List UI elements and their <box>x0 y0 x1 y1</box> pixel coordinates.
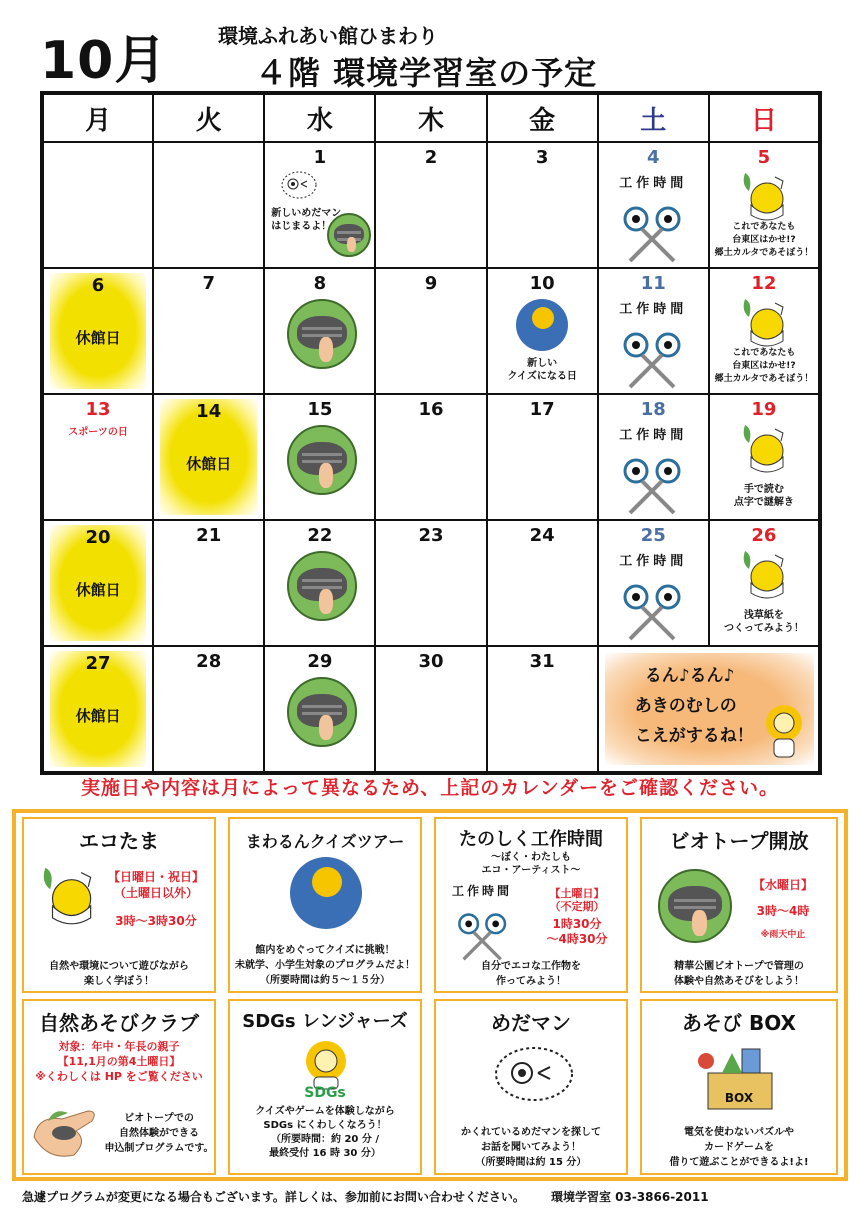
page-title: ４階 環境学習室の予定 <box>255 54 598 92</box>
program-schedule: 【日曜日・祝日】 （土曜日以外） <box>107 870 204 900</box>
day-note: 浅草紙を つくってみよう！ <box>724 610 804 634</box>
eco-chick-icon <box>739 295 789 347</box>
program-sdgs-rangers <box>228 999 422 1175</box>
day-cell <box>375 268 486 394</box>
eco-chick-icon <box>739 169 789 221</box>
day-cell-saturday <box>598 142 709 268</box>
day-number: 26 <box>751 525 777 546</box>
song-line: こえがするね！ <box>634 726 754 746</box>
program-asobi-box <box>640 999 838 1175</box>
day-note: 手で読む 点字で謎解き <box>733 484 794 508</box>
closed-label: 休館日 <box>186 455 232 473</box>
biotope-bug-icon <box>287 551 357 621</box>
day-cell-saturday <box>598 520 709 646</box>
day-cell <box>375 142 486 268</box>
day-cell-sunday <box>709 142 820 268</box>
program-description: 電気を使わないパズルや カードゲームを 借りて遊ぶことができるよ!よ! <box>669 1127 809 1168</box>
day-cell <box>153 520 264 646</box>
day-cell <box>264 142 375 268</box>
day-number: 8 <box>313 273 327 294</box>
day-cell-sunday <box>709 268 820 394</box>
day-number: 19 <box>751 399 777 420</box>
program-time: 1時30分 ～4時30分 <box>546 917 608 946</box>
calendar-notice: 実施日や内容は月によって異なるため、上記のカレンダーをご確認ください。 <box>80 777 779 799</box>
weekday-header-row <box>42 93 820 142</box>
day-number: 5 <box>757 147 771 168</box>
program-description: 館内をめぐってクイズに挑戦！ 未就学、小学生対象のプログラムだよ！ （所要時間は約５～１５分） <box>235 945 415 986</box>
day-number: 27 <box>85 653 111 674</box>
weekday-sat: 土 <box>598 93 709 142</box>
program-description: クイズやゲームを体験しながら SDGs にくわしくなろう！ （所要時間：約 20 分 / 最終受付 16 時 30 分） <box>255 1106 395 1159</box>
program-note: ※雨天中止 <box>760 930 806 940</box>
day-number: 18 <box>640 399 666 420</box>
program-schedule: 【土曜日】 （不定期） <box>549 887 605 913</box>
program-title: 自然あそびクラブ <box>39 1011 199 1035</box>
day-cell-sunday <box>709 394 820 520</box>
day-cell <box>375 646 486 773</box>
day-cell-closed <box>42 520 153 646</box>
day-number: 4 <box>647 147 660 168</box>
day-number: 25 <box>640 525 666 546</box>
program-ecotama <box>22 817 216 993</box>
weekday-mon: 月 <box>42 93 153 142</box>
day-number: 20 <box>85 527 111 548</box>
closed-highlight <box>50 273 146 389</box>
program-craft-time <box>434 817 628 993</box>
day-number: 3 <box>535 147 549 168</box>
medaman-icon <box>492 1045 576 1103</box>
week-row <box>42 142 820 268</box>
day-number: 14 <box>196 401 222 422</box>
program-biotope-open <box>640 817 838 993</box>
day-cell-holiday <box>42 394 153 520</box>
program-description: 精華公園ビオトープで管理の 体験や自然あそびをしよう！ <box>674 961 804 987</box>
day-number: 29 <box>307 651 333 672</box>
weekday-thu: 木 <box>375 93 486 142</box>
day-number: 10 <box>529 273 555 294</box>
week-row <box>42 268 820 394</box>
program-subtitle: ～ぼく・わたしも エコ・アーティスト～ <box>481 852 581 876</box>
song-highlight <box>605 653 814 765</box>
day-cell <box>264 646 375 773</box>
closed-highlight <box>50 651 146 767</box>
facility-name: 環境ふれあい館ひまわり <box>218 24 438 48</box>
holiday-name: スポーツの日 <box>68 427 128 438</box>
footer <box>22 1188 709 1205</box>
program-description: 自分でエコな工作物を 作ってみよう！ <box>481 961 581 987</box>
craft-label: 工作時間 <box>619 554 688 569</box>
day-number: 15 <box>307 399 333 420</box>
day-number: 1 <box>313 147 327 168</box>
eco-chick-icon <box>739 421 789 473</box>
biotope-bug-icon <box>287 677 357 747</box>
quiz-tour-icon <box>516 299 568 351</box>
program-time: 3時～4時 <box>756 904 810 918</box>
day-note: これであなたも 台東区はかせ!? 郷土カルタであそぼう！ <box>714 348 814 384</box>
closed-highlight <box>50 525 146 641</box>
day-cell <box>153 646 264 773</box>
song-line: るん♪るん♪ <box>644 666 735 686</box>
program-panel <box>12 809 848 1181</box>
day-number: 30 <box>418 651 444 672</box>
day-cell <box>264 520 375 646</box>
day-cell-empty <box>153 142 264 268</box>
weekday-sun: 日 <box>709 93 820 142</box>
day-number: 13 <box>85 399 111 420</box>
day-cell <box>487 268 598 394</box>
weekday-wed: 水 <box>264 93 375 142</box>
biotope-bug-icon <box>658 869 732 943</box>
day-cell-closed <box>153 394 264 520</box>
eco-chick-icon <box>38 863 98 925</box>
program-title: たのしく工作時間 <box>459 829 603 850</box>
day-cell-sunday <box>709 520 820 646</box>
day-cell <box>487 394 598 520</box>
day-cell <box>487 142 598 268</box>
program-description: かくれているめだマンを探して お話を聞いてみよう！ （所要時間は約 15 分） <box>461 1127 601 1168</box>
program-schedule: 【水曜日】 <box>752 878 813 892</box>
day-number: 12 <box>751 273 777 294</box>
craft-label: 工作時間 <box>619 428 688 443</box>
day-number: 6 <box>91 275 105 296</box>
day-cell-closed <box>42 268 153 394</box>
closed-label: 休館日 <box>75 581 121 599</box>
week-row <box>42 646 820 773</box>
program-title: めだマン <box>491 1011 571 1035</box>
week-row <box>42 394 820 520</box>
day-number: 11 <box>640 273 666 294</box>
weekday-tue: 火 <box>153 93 264 142</box>
day-cell-empty <box>42 142 153 268</box>
day-cell <box>264 394 375 520</box>
program-title: SDGs レンジャーズ <box>242 1011 408 1032</box>
day-cell <box>264 268 375 394</box>
program-title: まわるんクイズツアー <box>245 832 405 851</box>
day-note: 新しいめだマン はじまるよ！ <box>271 208 342 232</box>
program-medaman <box>434 999 628 1175</box>
program-quiz-tour <box>228 817 422 993</box>
quiz-tour-icon <box>290 857 362 929</box>
program-description: 自然や環境について遊びながら 楽しく学ぼう！ <box>49 961 189 987</box>
autumn-insects-banner <box>598 646 820 773</box>
day-number: 17 <box>529 399 555 420</box>
eco-chick-icon <box>739 547 789 599</box>
month-heading: 10月 <box>40 31 168 91</box>
day-number: 24 <box>529 525 555 546</box>
calendar-table <box>40 91 822 775</box>
biotope-bug-icon <box>287 425 357 495</box>
closed-label: 休館日 <box>75 707 121 725</box>
day-cell-saturday <box>598 394 709 520</box>
day-number: 31 <box>529 651 555 672</box>
day-number: 9 <box>424 273 438 294</box>
closed-highlight <box>160 399 257 515</box>
day-cell <box>153 268 264 394</box>
medaman-icon <box>279 169 319 201</box>
program-title: ビオトープ開放 <box>669 829 809 853</box>
footer-text: 急遽プログラムが変更になる場合もございます。詳しくは、参加前にお問い合わせください。 <box>22 1190 525 1204</box>
day-cell <box>375 394 486 520</box>
day-cell-saturday <box>598 268 709 394</box>
weekday-fri: 金 <box>487 93 598 142</box>
program-nature-club <box>22 999 216 1175</box>
day-cell <box>487 646 598 773</box>
week-row <box>42 520 820 646</box>
program-title: エコたま <box>79 829 159 853</box>
day-number: 16 <box>418 399 444 420</box>
biotope-bug-icon <box>287 299 357 369</box>
day-number: 23 <box>418 525 444 546</box>
craft-label: 工作時間 <box>451 884 512 898</box>
day-number: 21 <box>196 525 222 546</box>
day-note: これであなたも 台東区はかせ!? 郷土カルタであそぼう！ <box>714 222 814 258</box>
day-number: 7 <box>202 273 215 294</box>
program-schedule: 対象：年中・年長の親子 【11,1月の第4土曜日】 ※くわしくは HP をご覧ください <box>35 1040 203 1083</box>
day-cell <box>375 520 486 646</box>
craft-scissors-icon <box>448 885 518 961</box>
footer-contact: 環境学習室 03-3866-2011 <box>550 1190 709 1204</box>
program-description: ビオトープでの 自然体験ができる 申込制プログラムです。 <box>104 1113 214 1154</box>
day-number: 28 <box>196 651 222 672</box>
day-cell-closed <box>42 646 153 773</box>
song-line: あきのむしの <box>634 696 737 716</box>
craft-label: 工作時間 <box>619 176 688 191</box>
box-label: BOX <box>724 1091 754 1105</box>
day-note: 新しい クイズになる日 <box>507 358 577 382</box>
sunflower-mascot-icon <box>760 701 808 761</box>
day-cell <box>487 520 598 646</box>
sdgs-logo-text: SDGs <box>304 1085 346 1101</box>
program-title: あそび BOX <box>682 1011 796 1035</box>
program-time: 3時～3時30分 <box>115 914 197 928</box>
day-number: 22 <box>307 525 333 546</box>
craft-label: 工作時間 <box>619 302 688 317</box>
hand-with-bug-icon <box>28 1097 102 1161</box>
closed-label: 休館日 <box>75 329 121 347</box>
day-number: 2 <box>424 147 438 168</box>
